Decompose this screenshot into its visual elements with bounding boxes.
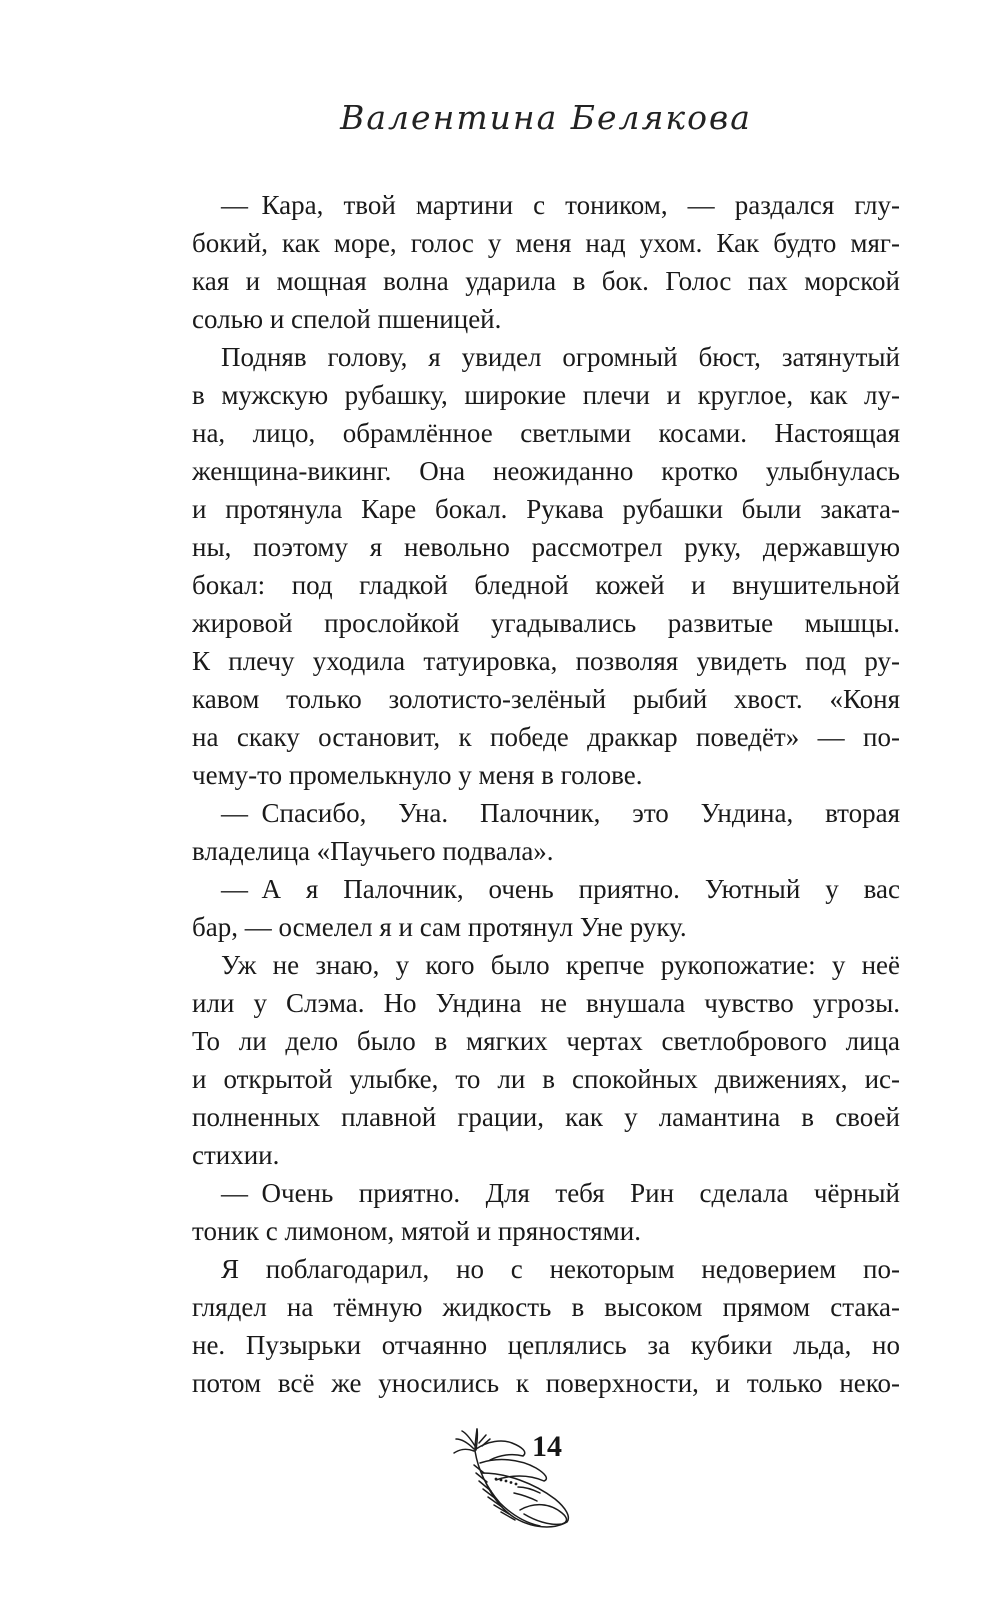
text-line: То ли дело было в мягких чертах светлобрового лица — [192, 1026, 900, 1056]
text-line: жировой прослойкой угадывались развитые мышцы. — [192, 608, 900, 638]
text-line: на скаку остановит, к победе драккар поведёт» — по- — [192, 722, 900, 752]
text-line: и открытой улыбке, то ли в спокойных движениях, ис- — [192, 1064, 900, 1094]
text-line: глядел на тёмную жидкость в высоком прямом стака- — [192, 1292, 900, 1322]
text-line: Уж не знаю, у кого было крепче рукопожатие: у неё — [221, 950, 900, 980]
text-line: — Спасибо, Уна. Палочник, это Ундина, вторая — [221, 798, 900, 828]
text-line: кавом только золотисто-зелёный рыбий хвост. «Коня — [192, 684, 900, 714]
text-line: и протянула Каре бокал. Рукава рубашки были заката- — [192, 494, 900, 524]
text-line: в мужскую рубашку, широкие плечи и круглое, как лу- — [192, 380, 900, 410]
text-line: кая и мощная волна ударила в бок. Голос пах морской — [192, 266, 900, 296]
text-line: или у Слэма. Но Ундина не внушала чувство угрозы. — [192, 988, 900, 1018]
paragraph — [192, 338, 900, 794]
paragraph — [192, 1174, 900, 1250]
paragraph — [192, 946, 900, 1174]
text-line: Я поблагодарил, но с некоторым недоверием по- — [221, 1254, 900, 1284]
text-line: К плечу уходила татуировка, позволяя увидеть под ру- — [192, 646, 900, 676]
page-text — [192, 186, 900, 1402]
text-line: — Очень приятно. Для тебя Рин сделала чёрный — [221, 1178, 900, 1208]
text-line: не. Пузырьки отчаянно цеплялись за кубики льда, но — [192, 1330, 900, 1360]
text-line: ны, поэтому я невольно рассмотрел руку, державшую — [192, 532, 900, 562]
paragraph — [192, 870, 900, 946]
text-line: Подняв голову, я увидел огромный бюст, затянутый — [221, 342, 900, 372]
text-line: владелица «Паучьего подвала». — [192, 836, 554, 866]
paragraph — [192, 186, 900, 338]
paragraph — [192, 794, 900, 870]
text-line: полненных плавной грации, как у ламантина в своей — [192, 1102, 900, 1132]
text-line: стихии. — [192, 1140, 280, 1170]
page-number: 14 — [532, 1430, 562, 1463]
text-line: — Кара, твой мартини с тоником, — раздался глу- — [221, 190, 900, 220]
text-line: бокий, как море, голос у меня над ухом. Как будто мяг- — [192, 228, 900, 258]
text-line: — А я Палочник, очень приятно. Уютный у вас — [221, 874, 900, 904]
text-line: женщина-викинг. Она неожиданно кротко улыбнулась — [192, 456, 900, 486]
text-line: чему-то промелькнуло у меня в голове. — [192, 760, 643, 790]
text-line: на, лицо, обрамлённое светлыми косами. Настоящая — [192, 418, 900, 448]
text-line: бокал: под гладкой бледной кожей и внушительной — [192, 570, 900, 600]
running-header-author: Валентина Белякова — [340, 98, 752, 137]
text-line: тоник с лимоном, мятой и пряностями. — [192, 1216, 641, 1246]
paragraph — [192, 1250, 900, 1402]
text-line: бар, — осмелел я и сам протянул Уне руку. — [192, 912, 687, 942]
text-line: потом всё же уносились к поверхности, и только неко- — [192, 1368, 900, 1398]
text-line: солью и спелой пшеницей. — [192, 304, 502, 334]
